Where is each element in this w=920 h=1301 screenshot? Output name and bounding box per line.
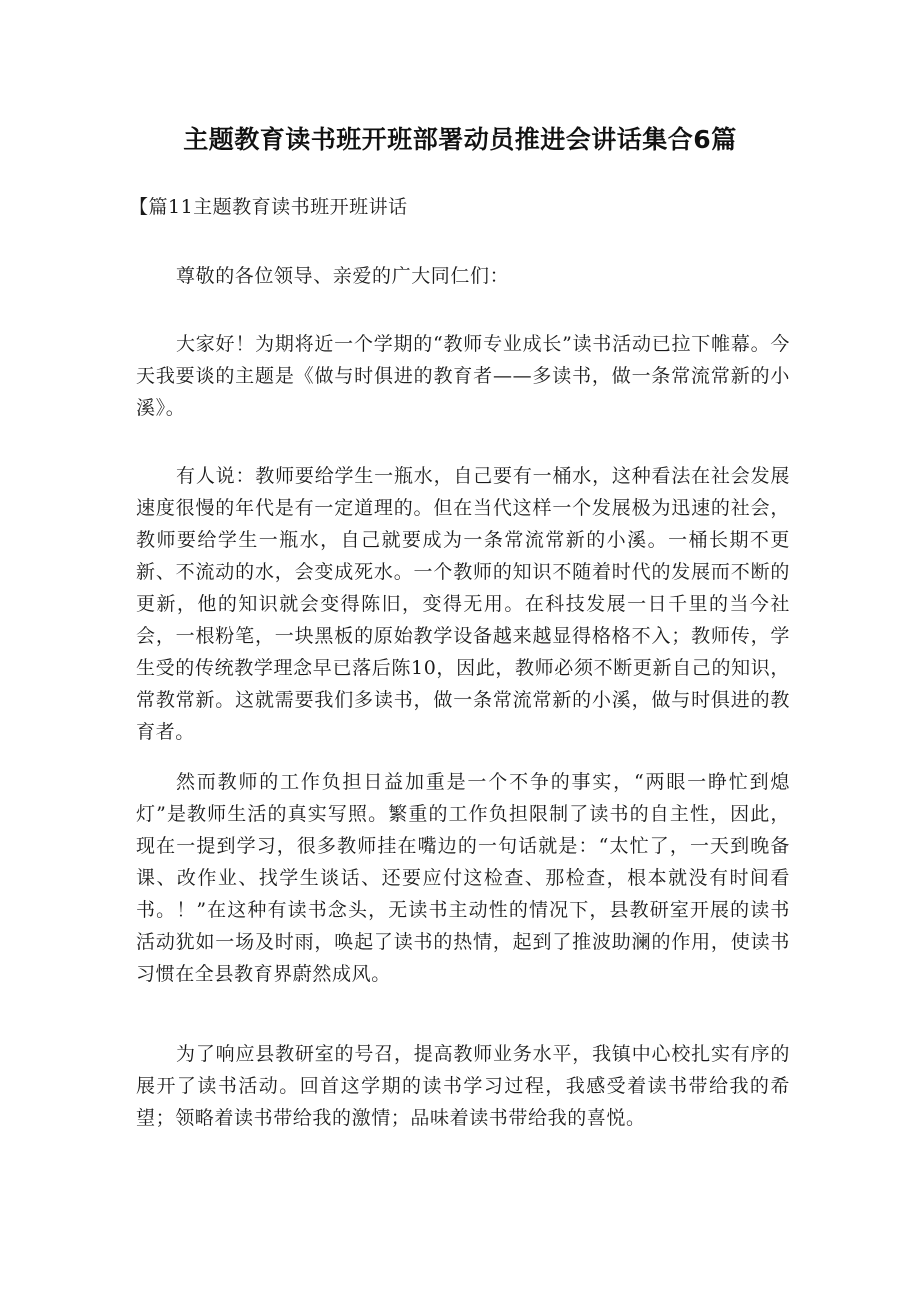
paragraph-salutation: 尊敬的各位领导、亲爱的广大同仁们： [176, 265, 510, 287]
paragraph-body-2: 然而教师的工作负担日益加重是一个不争的事实，“两眼一睁忙到熄灯”是教师生活的真实写照。繁重的工作负担限制了读书的自主性，因此，现在一提到学习，很多教师挂在嘴边的一句话就是：“太忙了，一天到晚备课、改作业、找学生谈话、还要应付这检查、那检查，根本就没有时间看书。！”在这种有读书念头，无读书主动性的情况下，县教研室开展的读书活动犹如一场及时雨，唤起了读书的热情，起到了推波助澜的作用，使读书习惯在全县教育界蔚然成风。 [136, 771, 790, 985]
document-title: 主题教育读书班开班部署动员推进会讲话集合6篇 [183, 125, 737, 154]
paragraph-body-1: 有人说：教师要给学生一瓶水，自己要有一桶水，这种看法在社会发展速度很慢的年代是有一定道理的。但在当代这样一个发展极为迅速的社会，教师要给学生一瓶水，自己就要成为一条常流常新的小溪。一桶长期不更新、不流动的水，会变成死水。一个教师的知识不随着时代的发展而不断的更新，他的知识就会变得陈旧，变得无用。在科技发展一日千里的当今社会，一根粉笔，一块黑板的原始教学设备越来越显得格格不入；教师传，学生受的传统教学理念早已落后陈10，因此，教师必须不断更新自己的知识，常教常新。这就需要我们多读书，做一条常流常新的小溪，做与时俱进的教育者。 [136, 465, 790, 743]
paragraph-greeting: 大家好！为期将近一个学期的“教师专业成长”读书活动已拉下帷幕。今天我要谈的主题是《做与时俱进的教育者——多读书，做一条常流常新的小溪》。 [136, 333, 790, 419]
paragraph-body-3: 为了响应县教研室的号召，提高教师业务水平，我镇中心校扎实有序的展开了读书活动。回首这学期的读书学习过程，我感受着读书带给我的希望；领略着读书带给我的激情；品味着读书带给我的喜悦。 [136, 1043, 790, 1129]
section-heading: 【篇11主题教育读书班开班讲话 [129, 196, 408, 218]
